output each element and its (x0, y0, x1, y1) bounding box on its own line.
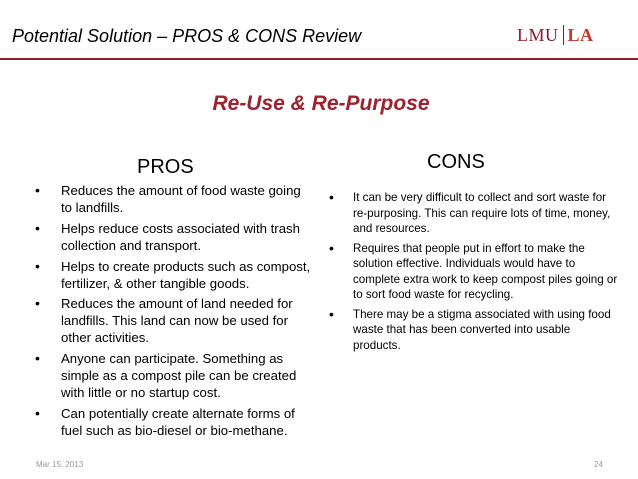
pros-list-item (35, 258, 315, 292)
pros-list-item (35, 350, 315, 401)
bullet-icon: • (35, 295, 40, 311)
pros-list-item (35, 220, 315, 254)
bullet-icon: • (35, 220, 40, 236)
subtitle-text: Re-Use & Re-Purpose (212, 92, 430, 115)
pros-list (35, 182, 315, 443)
page-number: 24 (594, 460, 603, 469)
pros-item-text: Helps reduce costs associated with trash collection and transport. (61, 221, 300, 253)
bullet-icon: • (35, 405, 40, 421)
cons-list (329, 190, 621, 357)
bullet-icon: • (329, 189, 334, 205)
logo-separator (563, 25, 564, 45)
cons-list-item (329, 241, 621, 303)
pros-item-text: Reduces the amount of land needed for landfills. This land can now be used for other activities. (61, 296, 293, 345)
pros-item-text: Helps to create products such as compost, fertilizer, & other tangible goods. (61, 259, 311, 291)
cons-item-text: Requires that people put in effort to make the solution effective. Individuals would have to complete extra work to keep compost piles going or to sort food waste for recycling. (353, 241, 618, 301)
cons-heading: CONS (427, 151, 485, 173)
cons-item-text: It can be very difficult to collect and sort waste for re-purposing. This can require lots of time, money, and resources. (353, 191, 611, 235)
pros-item-text: Anyone can participate. Something as simple as a compost pile can be created with little or no startup cost. (61, 351, 297, 400)
slide-subtitle (0, 92, 638, 116)
pros-list-item (35, 295, 315, 346)
pros-item-text: Reduces the amount of food waste going to landfills. (61, 183, 301, 215)
bullet-icon: • (329, 305, 334, 322)
pros-heading: PROS (137, 156, 194, 178)
bullet-icon: • (35, 182, 40, 198)
bullet-icon: • (329, 239, 334, 256)
cons-list-item (329, 190, 621, 237)
pros-item-text: Can potentially create alternate forms of fuel such as bio-diesel or bio-methane. (61, 406, 295, 438)
footer-date: Mar 15, 2013 (36, 460, 84, 469)
slide-header-title: Potential Solution – PROS & CONS Review (12, 26, 362, 46)
bullet-icon: • (35, 258, 40, 274)
header-divider (0, 58, 638, 60)
pros-list-item (35, 182, 315, 216)
logo-lmu-text: LMU (517, 24, 559, 45)
lmu-la-logo (517, 24, 594, 46)
cons-list-item (329, 307, 621, 354)
cons-item-text: There may be a stigma associated with using food waste that has been converted into usable products. (353, 307, 611, 352)
logo-la-text: LA (567, 24, 594, 45)
pros-list-item (35, 405, 315, 439)
bullet-icon: • (35, 350, 40, 366)
